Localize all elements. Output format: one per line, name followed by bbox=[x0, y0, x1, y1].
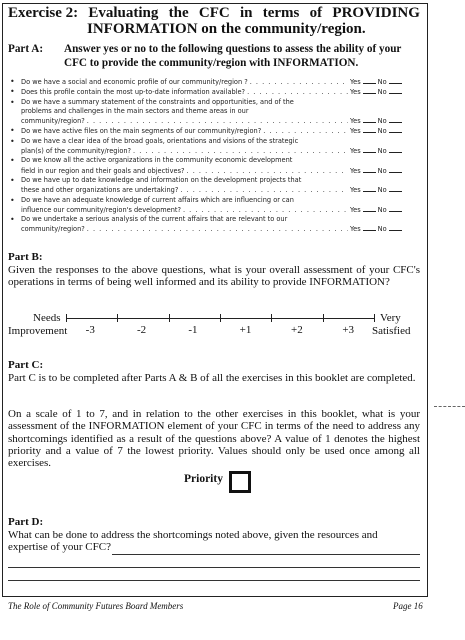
yes-blank[interactable] bbox=[363, 126, 376, 133]
no-blank[interactable] bbox=[389, 146, 402, 153]
no-label: No bbox=[377, 186, 387, 195]
yes-no-answer bbox=[350, 205, 420, 215]
yes-blank[interactable] bbox=[363, 185, 376, 192]
yes-label: Yes bbox=[350, 117, 361, 126]
dot-leader bbox=[180, 186, 348, 195]
no-blank[interactable] bbox=[389, 185, 402, 192]
question-line bbox=[21, 77, 420, 87]
dot-leader bbox=[87, 117, 348, 126]
part-d-question: What can be done to address the shortcomings noted above, given the resources and expertise of your CFC? bbox=[8, 529, 378, 554]
question-item bbox=[10, 126, 420, 136]
scale-tick[interactable] bbox=[374, 314, 375, 322]
yes-label: Yes bbox=[350, 147, 361, 156]
no-label: No bbox=[377, 147, 387, 156]
question-line bbox=[21, 156, 420, 165]
question-line bbox=[21, 224, 420, 234]
priority-input-box[interactable] bbox=[229, 471, 251, 493]
question-text: problems and challenges in the main sectors and theme areas in our bbox=[21, 106, 249, 115]
yes-label: Yes bbox=[350, 78, 361, 86]
question-item bbox=[10, 196, 420, 216]
yes-blank[interactable] bbox=[363, 116, 376, 123]
scale-tick[interactable] bbox=[117, 314, 118, 322]
no-label: No bbox=[377, 205, 387, 214]
title-word: terms bbox=[262, 5, 300, 21]
footer-rule bbox=[4, 596, 424, 597]
yes-blank[interactable] bbox=[363, 146, 376, 153]
question-text: • Do we have up to date knowledge and information on the development projects that bbox=[21, 175, 302, 184]
dot-leader bbox=[263, 127, 348, 136]
question-line bbox=[21, 205, 420, 215]
yes-no-answer bbox=[350, 146, 420, 156]
yes-no-answer bbox=[350, 116, 420, 126]
question-text: community/region? bbox=[21, 225, 85, 234]
part-d-label: Part D: bbox=[8, 516, 44, 528]
question-line bbox=[21, 176, 420, 185]
question-line bbox=[21, 87, 420, 97]
question-line bbox=[21, 196, 420, 205]
yes-no-answer bbox=[350, 77, 420, 87]
yes-blank[interactable] bbox=[363, 77, 376, 84]
question-text: • Do we have a summary statement of the constraints and opportunities, and of the bbox=[21, 97, 294, 106]
part-b-question: Given the responses to the above questions, what is your overall assessment of your CFC's operations in terms of being well informed and its ability to provide INFORMATION? bbox=[8, 264, 420, 289]
dot-leader bbox=[133, 147, 348, 156]
footer-page-number: Page 16 bbox=[393, 601, 423, 611]
part-c-instructions: On a scale of 1 to 7, and in relation to the other exercises in this booklet, what is your assessment of the INFORMATION element of your CFC in terms of the need to address any shortcomings identified as a result of the questions above? A value of 1 denotes the highest priority and a value of 7 the lowest priority. Values should only be used once among all exercises. bbox=[8, 408, 420, 470]
question-line bbox=[21, 98, 420, 107]
question-item bbox=[10, 98, 420, 127]
question-text: • Do we have an adequate knowledge of current affairs which are influencing or can bbox=[21, 195, 294, 204]
question-text: • Do we know all the active organizations in the community economic development bbox=[21, 156, 293, 165]
question-item bbox=[10, 77, 420, 87]
scale-tick[interactable] bbox=[220, 314, 221, 322]
question-line bbox=[21, 185, 420, 195]
yes-no-answer bbox=[350, 224, 420, 234]
answer-line-2[interactable] bbox=[8, 567, 420, 568]
dot-leader bbox=[183, 206, 348, 215]
yes-blank[interactable] bbox=[363, 224, 376, 231]
question-item bbox=[10, 87, 420, 97]
question-line bbox=[21, 215, 420, 224]
part-c-label: Part C: bbox=[8, 359, 44, 371]
part-a-heading bbox=[8, 42, 420, 70]
question-line bbox=[21, 146, 420, 156]
question-line bbox=[21, 107, 420, 116]
question-item bbox=[10, 137, 420, 157]
no-blank[interactable] bbox=[389, 205, 402, 212]
title-word: Exercise 2: bbox=[8, 5, 79, 21]
scale-tick[interactable] bbox=[169, 314, 170, 322]
title-word: of bbox=[309, 5, 323, 21]
question-text: • Do we have a social and economic profile of our community/region ? bbox=[21, 78, 248, 86]
yes-blank[interactable] bbox=[363, 205, 376, 212]
part-b-label: Part B: bbox=[8, 251, 43, 263]
no-label: No bbox=[377, 127, 387, 136]
yes-no-answer bbox=[350, 87, 420, 97]
dot-leader bbox=[87, 225, 348, 234]
no-blank[interactable] bbox=[389, 87, 402, 94]
footer-document-title: The Role of Community Futures Board Members bbox=[8, 601, 184, 611]
margin-mark bbox=[434, 406, 465, 407]
no-blank[interactable] bbox=[389, 224, 402, 231]
scale-tick[interactable] bbox=[66, 314, 67, 322]
priority-label: Priority bbox=[184, 473, 223, 485]
exercise-title bbox=[8, 5, 420, 37]
no-label: No bbox=[377, 117, 387, 126]
question-text: these and other organizations are undertaking? bbox=[21, 186, 179, 195]
question-text: • Do we have a clear idea of the broad goals, orientations and visions of the strategic bbox=[21, 136, 299, 145]
dot-leader bbox=[187, 167, 348, 176]
yes-no-answer bbox=[350, 166, 420, 176]
question-text: • Do we have active files on the main segments of our community/region? bbox=[21, 127, 262, 136]
scale-tick[interactable] bbox=[271, 314, 272, 322]
scale-value: -1 bbox=[188, 324, 198, 336]
no-blank[interactable] bbox=[389, 116, 402, 123]
yes-no-answer bbox=[350, 185, 420, 195]
yes-no-answer bbox=[350, 126, 420, 136]
yes-label: Yes bbox=[350, 88, 361, 97]
question-item bbox=[10, 215, 420, 235]
no-label: No bbox=[377, 225, 387, 234]
scale-value: -2 bbox=[137, 324, 147, 336]
scale-value: +3 bbox=[342, 324, 355, 336]
title-line-2: INFORMATION on the community/region. bbox=[87, 21, 366, 37]
title-word: Evaluating bbox=[88, 5, 159, 21]
part-a-instruction: Answer yes or no to the following questions to assess the ability of your CFC to provide the community/region with INFORMATION. bbox=[64, 43, 402, 69]
no-blank[interactable] bbox=[389, 126, 402, 133]
no-blank[interactable] bbox=[389, 77, 402, 84]
title-word: CFC bbox=[198, 5, 230, 21]
scale-right-label-top: Very bbox=[380, 312, 401, 324]
question-line bbox=[21, 126, 420, 136]
scale-right-label-bottom: Satisfied bbox=[372, 325, 411, 337]
yes-label: Yes bbox=[350, 127, 361, 136]
question-text: influence our community/region's development? bbox=[21, 205, 181, 214]
scale-value: +2 bbox=[291, 324, 303, 336]
scale-left-label-top: Needs bbox=[33, 312, 61, 324]
question-item bbox=[10, 156, 420, 176]
title-word: PROVIDING bbox=[332, 5, 420, 21]
part-a-label: Part A: bbox=[8, 43, 44, 55]
scale-value: +1 bbox=[239, 324, 252, 336]
question-line bbox=[21, 116, 420, 126]
no-label: No bbox=[377, 78, 387, 86]
scale-tick[interactable] bbox=[323, 314, 324, 322]
scale-left-label-bottom: Improvement bbox=[8, 325, 68, 337]
title-line-1 bbox=[8, 5, 420, 21]
dot-leader bbox=[247, 88, 348, 97]
question-text: community/region? bbox=[21, 117, 85, 126]
dot-leader bbox=[250, 78, 348, 87]
title-word: the bbox=[168, 5, 189, 21]
question-text: • Does this profile contain the most up-to-date information available? bbox=[21, 88, 246, 97]
yes-label: Yes bbox=[350, 205, 361, 214]
question-text: • Do we undertake a serious analysis of the current affairs that are relevant to our bbox=[21, 215, 288, 224]
title-word: in bbox=[239, 5, 253, 21]
question-line bbox=[21, 166, 420, 176]
answer-line-1[interactable] bbox=[112, 554, 420, 555]
part-c-note: Part C is to be completed after Parts A & B of all the exercises in this booklet are completed. bbox=[8, 372, 416, 384]
yes-label: Yes bbox=[350, 225, 361, 234]
question-list bbox=[10, 77, 420, 235]
no-label: No bbox=[377, 166, 387, 175]
no-blank[interactable] bbox=[389, 166, 402, 173]
question-text: field in our region and their goals and objectives? bbox=[21, 166, 185, 175]
yes-blank[interactable] bbox=[363, 166, 376, 173]
yes-blank[interactable] bbox=[363, 87, 376, 94]
no-label: No bbox=[377, 88, 387, 97]
yes-label: Yes bbox=[350, 186, 361, 195]
answer-line-3[interactable] bbox=[8, 580, 420, 581]
question-item bbox=[10, 176, 420, 196]
yes-label: Yes bbox=[350, 166, 361, 175]
question-line bbox=[21, 137, 420, 146]
question-text: plan(s) of the community/region? bbox=[21, 147, 132, 156]
scale-value: -3 bbox=[85, 324, 95, 336]
